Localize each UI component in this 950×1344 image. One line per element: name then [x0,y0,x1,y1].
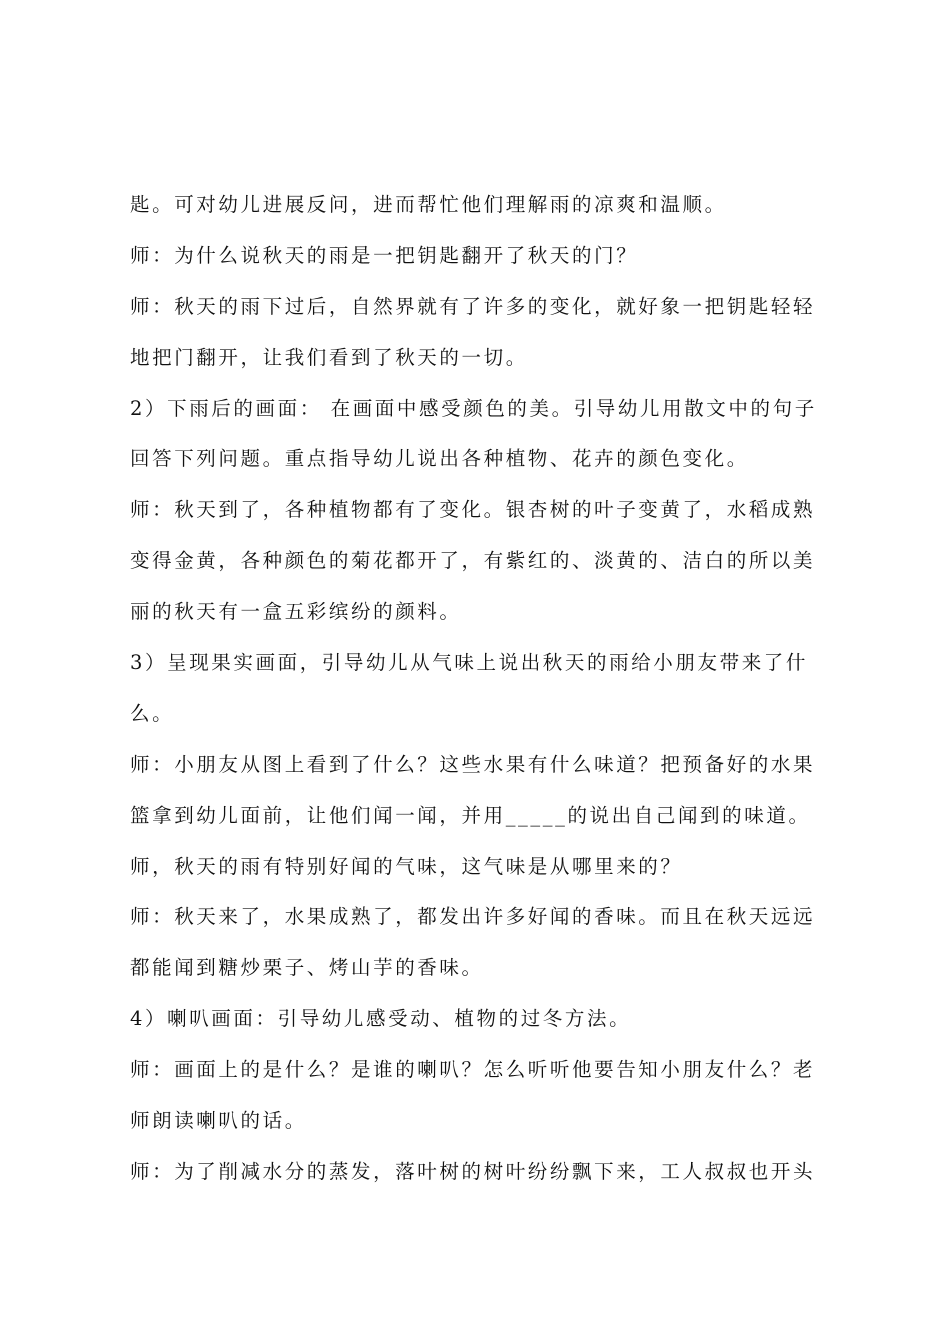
text-line: 4）喇叭画面：引导幼儿感受动、植物的过冬方法。 [130,1007,632,1031]
text-line: 回答下列问题。重点指导幼儿说出各种植物、花卉的颜色变化。 [130,447,749,471]
text-line: 篮拿到幼儿面前，让他们闻一闻，并用_____的说出自己闻到的味道。 [130,803,811,827]
text-line: 师：为了削减水分的蒸发，落叶树的树叶纷纷飘下来，工人叔叔也开头 [130,1159,816,1183]
text-line: 师：秋天到了，各种植物都有了变化。银杏树的叶子变黄了，水稻成熟 [130,498,816,522]
text-line: 师：画面上的是什么？是谁的喇叭？怎么听听他要告知小朋友什么？老 [130,1058,816,1082]
document-body [130,186,830,1204]
text-line: 么。 [130,701,175,725]
text-line: 师：小朋友从图上看到了什么？这些水果有什么味道？把预备好的水果 [130,752,816,776]
text-line: 师朗读喇叭的话。 [130,1109,307,1133]
text-line: 2）下雨后的画面： 在画面中感受颜色的美。引导幼儿用散文中的句子 [130,396,817,420]
text-line: 3）呈现果实画面，引导幼儿从气味上说出秋天的雨给小朋友带来了什 [130,651,809,675]
text-line: 匙。可对幼儿进展反问，进而帮忙他们理解雨的凉爽和温顺。 [130,193,727,216]
text-line: 都能闻到糖炒栗子、烤山芋的香味。 [130,956,484,980]
text-line: 地把门翻开，让我们看到了秋天的一切。 [130,345,528,369]
text-line: 师，秋天的雨有特别好闻的气味，这气味是从哪里来的？ [130,854,683,878]
text-line: 师：秋天来了，水果成熟了，都发出许多好闻的香味。而且在秋天远远 [130,905,816,929]
text-line: 变得金黄，各种颜色的菊花都开了，有紫红的、淡黄的、洁白的所以美 [130,549,816,573]
text-line: 丽的秋天有一盒五彩缤纷的颜料。 [130,600,462,624]
text-line: 师：秋天的雨下过后，自然界就有了许多的变化，就好象一把钥匙轻轻 [130,294,816,318]
text-line: 师：为什么说秋天的雨是一把钥匙翻开了秋天的门？ [130,243,639,267]
